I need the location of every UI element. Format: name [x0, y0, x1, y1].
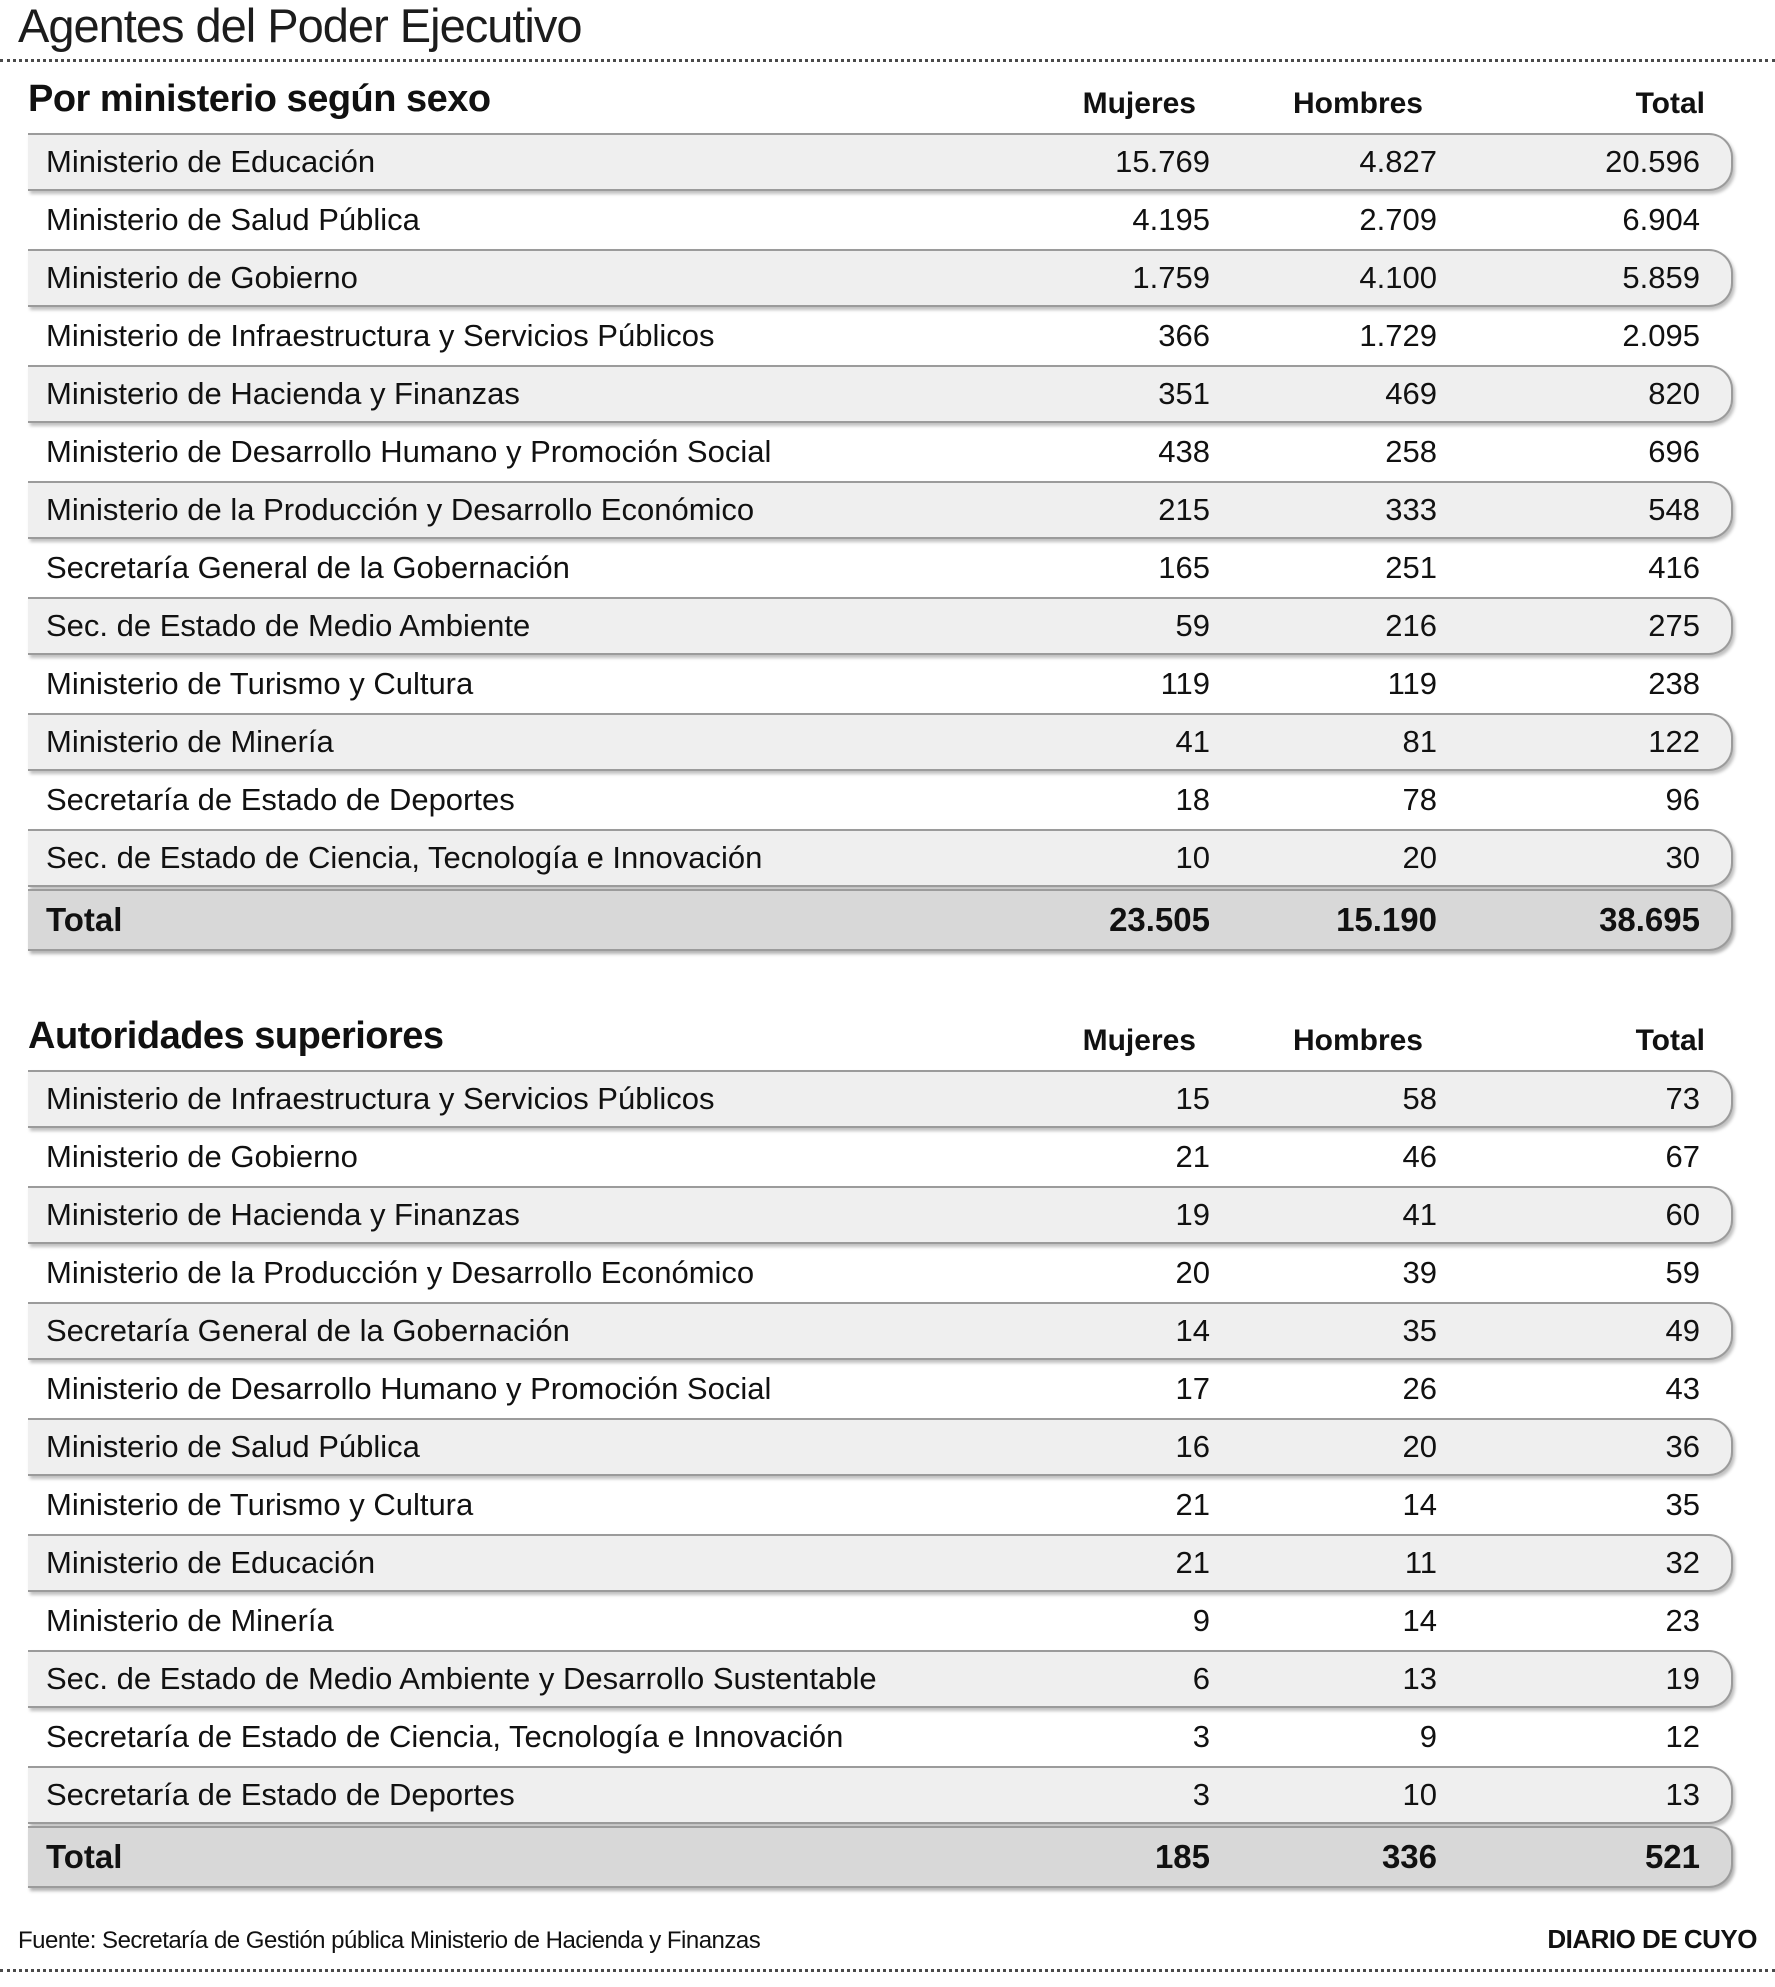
table-header-row — [28, 78, 1733, 133]
row-value-hombres: 2.709 — [1359, 202, 1437, 237]
row-value-hombres: 58 — [1402, 1081, 1437, 1116]
row-label: Ministerio de Infraestructura y Servicios Públicos — [46, 318, 715, 353]
row-value-total: 6.904 — [1622, 202, 1700, 237]
row-value-total: 32 — [1665, 1545, 1700, 1580]
row-value-total: 19 — [1665, 1661, 1700, 1696]
table-row — [28, 1244, 1733, 1302]
table-row — [28, 829, 1733, 887]
table-row — [28, 191, 1733, 249]
row-value-hombres: 78 — [1402, 782, 1437, 817]
row-value-mujeres: 41 — [1175, 724, 1210, 759]
total-total: 38.695 — [1599, 901, 1700, 938]
row-value-mujeres: 165 — [1158, 550, 1210, 585]
row-value-hombres: 1.729 — [1359, 318, 1437, 353]
row-label: Ministerio de Hacienda y Finanzas — [46, 1197, 520, 1232]
row-value-mujeres: 3 — [1192, 1777, 1210, 1812]
row-value-hombres: 469 — [1385, 376, 1437, 411]
row-value-hombres: 11 — [1404, 1545, 1437, 1580]
row-value-total: 49 — [1665, 1313, 1700, 1348]
row-label: Secretaría de Estado de Deportes — [46, 1777, 515, 1812]
row-value-hombres: 258 — [1385, 434, 1437, 469]
row-value-mujeres: 119 — [1160, 666, 1210, 701]
row-value-mujeres: 9 — [1192, 1603, 1210, 1638]
row-value-mujeres: 18 — [1175, 782, 1210, 817]
row-value-mujeres: 21 — [1175, 1139, 1210, 1174]
table-row — [28, 1360, 1733, 1418]
row-value-mujeres: 21 — [1175, 1487, 1210, 1522]
row-value-total: 122 — [1648, 724, 1700, 759]
row-value-mujeres: 3 — [1192, 1719, 1210, 1754]
row-value-mujeres: 1.759 — [1132, 260, 1210, 295]
row-label: Ministerio de Minería — [46, 1603, 334, 1638]
row-value-hombres: 10 — [1402, 1777, 1437, 1812]
row-value-mujeres: 6 — [1192, 1661, 1210, 1696]
row-value-hombres: 26 — [1402, 1371, 1437, 1406]
total-mujeres: 23.505 — [1109, 901, 1210, 938]
row-value-hombres: 4.100 — [1359, 260, 1437, 295]
total-hombres: 336 — [1381, 1838, 1437, 1875]
row-value-mujeres: 59 — [1175, 608, 1210, 643]
row-value-mujeres: 4.195 — [1132, 202, 1210, 237]
table-row — [28, 1418, 1733, 1476]
row-value-mujeres: 438 — [1158, 434, 1210, 469]
row-value-total: 20.596 — [1605, 144, 1700, 179]
row-label: Ministerio de Infraestructura y Servicios Públicos — [46, 1081, 715, 1116]
row-label: Ministerio de Salud Pública — [46, 1429, 420, 1464]
row-value-total: 238 — [1648, 666, 1700, 701]
row-label: Ministerio de Minería — [46, 724, 334, 759]
bottom-dotted-rule — [0, 1969, 1775, 1972]
row-value-mujeres: 10 — [1175, 840, 1210, 875]
table-body — [28, 1070, 1733, 1824]
row-label: Sec. de Estado de Medio Ambiente y Desarrollo Sustentable — [46, 1661, 877, 1696]
table-por-ministerio — [28, 78, 1733, 951]
column-header-mujeres: Mujeres — [1082, 1024, 1196, 1057]
publication-credit: DIARIO DE CUYO — [1547, 1924, 1757, 1954]
row-value-total: 696 — [1648, 434, 1700, 469]
table-heading: Por ministerio según sexo — [28, 78, 491, 120]
row-label: Ministerio de Educación — [46, 1545, 376, 1580]
table-row — [28, 423, 1733, 481]
table-row — [28, 1302, 1733, 1360]
row-value-mujeres: 366 — [1158, 318, 1210, 353]
row-value-hombres: 20 — [1402, 1429, 1437, 1464]
table-row — [28, 655, 1733, 713]
row-value-hombres: 13 — [1402, 1661, 1437, 1696]
row-label: Sec. de Estado de Ciencia, Tecnología e Innovación — [46, 840, 763, 875]
table-row — [28, 307, 1733, 365]
page-title: Agentes del Poder Ejecutivo — [18, 0, 582, 52]
row-value-mujeres: 16 — [1175, 1429, 1210, 1464]
table-header-row — [28, 1015, 1733, 1070]
row-value-hombres: 20 — [1402, 840, 1437, 875]
column-header-total: Total — [1635, 1024, 1705, 1057]
source-note: Fuente: Secretaría de Gestión pública Ministerio de Hacienda y Finanzas — [18, 1927, 761, 1954]
total-label: Total — [46, 1838, 123, 1875]
row-label: Secretaría General de la Gobernación — [46, 1313, 570, 1348]
row-value-mujeres: 14 — [1175, 1313, 1210, 1348]
total-label: Total — [46, 901, 123, 938]
table-row — [28, 1128, 1733, 1186]
row-value-mujeres: 17 — [1175, 1371, 1210, 1406]
row-value-hombres: 35 — [1402, 1313, 1437, 1348]
table-row — [28, 1070, 1733, 1128]
table-row — [28, 539, 1733, 597]
row-label: Ministerio de Gobierno — [46, 260, 358, 295]
row-value-hombres: 14 — [1402, 1603, 1437, 1638]
row-value-hombres: 251 — [1385, 550, 1437, 585]
row-value-total: 5.859 — [1622, 260, 1700, 295]
row-value-mujeres: 21 — [1175, 1545, 1210, 1580]
table-row — [28, 771, 1733, 829]
row-value-total: 23 — [1665, 1603, 1700, 1638]
row-value-hombres: 41 — [1402, 1197, 1437, 1232]
footer — [18, 1924, 1757, 1955]
table-row — [28, 1534, 1733, 1592]
row-value-hombres: 14 — [1402, 1487, 1437, 1522]
row-value-hombres: 119 — [1387, 666, 1437, 701]
row-value-hombres: 9 — [1419, 1719, 1437, 1754]
table-heading: Autoridades superiores — [28, 1015, 444, 1057]
row-label: Ministerio de Educación — [46, 144, 376, 179]
row-value-total: 67 — [1665, 1139, 1700, 1174]
row-value-total: 73 — [1665, 1081, 1700, 1116]
table-row — [28, 713, 1733, 771]
table-body — [28, 133, 1733, 887]
row-value-mujeres: 20 — [1175, 1255, 1210, 1290]
column-header-hombres: Hombres — [1292, 1024, 1423, 1057]
table-row — [28, 597, 1733, 655]
row-value-total: 60 — [1665, 1197, 1700, 1232]
row-value-hombres: 39 — [1402, 1255, 1437, 1290]
table-row — [28, 1708, 1733, 1766]
row-value-total: 275 — [1648, 608, 1700, 643]
total-total: 521 — [1644, 1838, 1700, 1875]
table-autoridades-superiores — [28, 1015, 1733, 1888]
row-value-total: 12 — [1665, 1719, 1700, 1754]
total-mujeres: 185 — [1154, 1838, 1210, 1875]
row-value-hombres: 4.827 — [1359, 144, 1437, 179]
row-value-hombres: 81 — [1402, 724, 1437, 759]
table-row — [28, 365, 1733, 423]
row-label: Ministerio de Turismo y Cultura — [46, 666, 474, 701]
row-value-total: 35 — [1665, 1487, 1700, 1522]
row-value-total: 36 — [1665, 1429, 1700, 1464]
column-header-mujeres: Mujeres — [1082, 87, 1196, 120]
row-value-hombres: 46 — [1402, 1139, 1437, 1174]
row-label: Ministerio de la Producción y Desarrollo Económico — [46, 492, 755, 527]
row-label: Sec. de Estado de Medio Ambiente — [46, 608, 531, 643]
table-row — [28, 133, 1733, 191]
row-value-mujeres: 351 — [1158, 376, 1210, 411]
table-total-row — [28, 889, 1733, 951]
row-label: Ministerio de Gobierno — [46, 1139, 358, 1174]
total-hombres: 15.190 — [1336, 901, 1437, 938]
row-value-mujeres: 215 — [1158, 492, 1210, 527]
row-label: Secretaría General de la Gobernación — [46, 550, 570, 585]
row-value-total: 416 — [1648, 550, 1700, 585]
table-row — [28, 481, 1733, 539]
row-value-mujeres: 15.769 — [1115, 144, 1210, 179]
table-row — [28, 1592, 1733, 1650]
column-header-total: Total — [1635, 87, 1705, 120]
row-value-total: 59 — [1665, 1255, 1700, 1290]
table-row — [28, 1476, 1733, 1534]
row-label: Ministerio de Desarrollo Humano y Promoción Social — [46, 1371, 772, 1406]
row-label: Ministerio de Turismo y Cultura — [46, 1487, 474, 1522]
table-row — [28, 1766, 1733, 1824]
row-value-total: 43 — [1665, 1371, 1700, 1406]
row-label: Ministerio de Hacienda y Finanzas — [46, 376, 520, 411]
table-row — [28, 249, 1733, 307]
row-value-total: 96 — [1665, 782, 1700, 817]
row-label: Ministerio de Desarrollo Humano y Promoción Social — [46, 434, 772, 469]
row-label: Ministerio de la Producción y Desarrollo Económico — [46, 1255, 755, 1290]
column-header-hombres: Hombres — [1292, 87, 1423, 120]
row-value-mujeres: 19 — [1175, 1197, 1210, 1232]
row-value-total: 30 — [1665, 840, 1700, 875]
row-value-total: 13 — [1665, 1777, 1700, 1812]
row-value-total: 2.095 — [1622, 318, 1700, 353]
row-value-total: 820 — [1648, 376, 1700, 411]
table-row — [28, 1186, 1733, 1244]
table-total-row — [28, 1826, 1733, 1888]
page-title-block — [0, 0, 1775, 62]
row-value-total: 548 — [1648, 492, 1700, 527]
row-label: Secretaría de Estado de Deportes — [46, 782, 515, 817]
row-label: Ministerio de Salud Pública — [46, 202, 420, 237]
row-label: Secretaría de Estado de Ciencia, Tecnología e Innovación — [46, 1719, 844, 1754]
row-value-hombres: 216 — [1385, 608, 1437, 643]
table-row — [28, 1650, 1733, 1708]
row-value-hombres: 333 — [1385, 492, 1437, 527]
row-value-mujeres: 15 — [1175, 1081, 1210, 1116]
